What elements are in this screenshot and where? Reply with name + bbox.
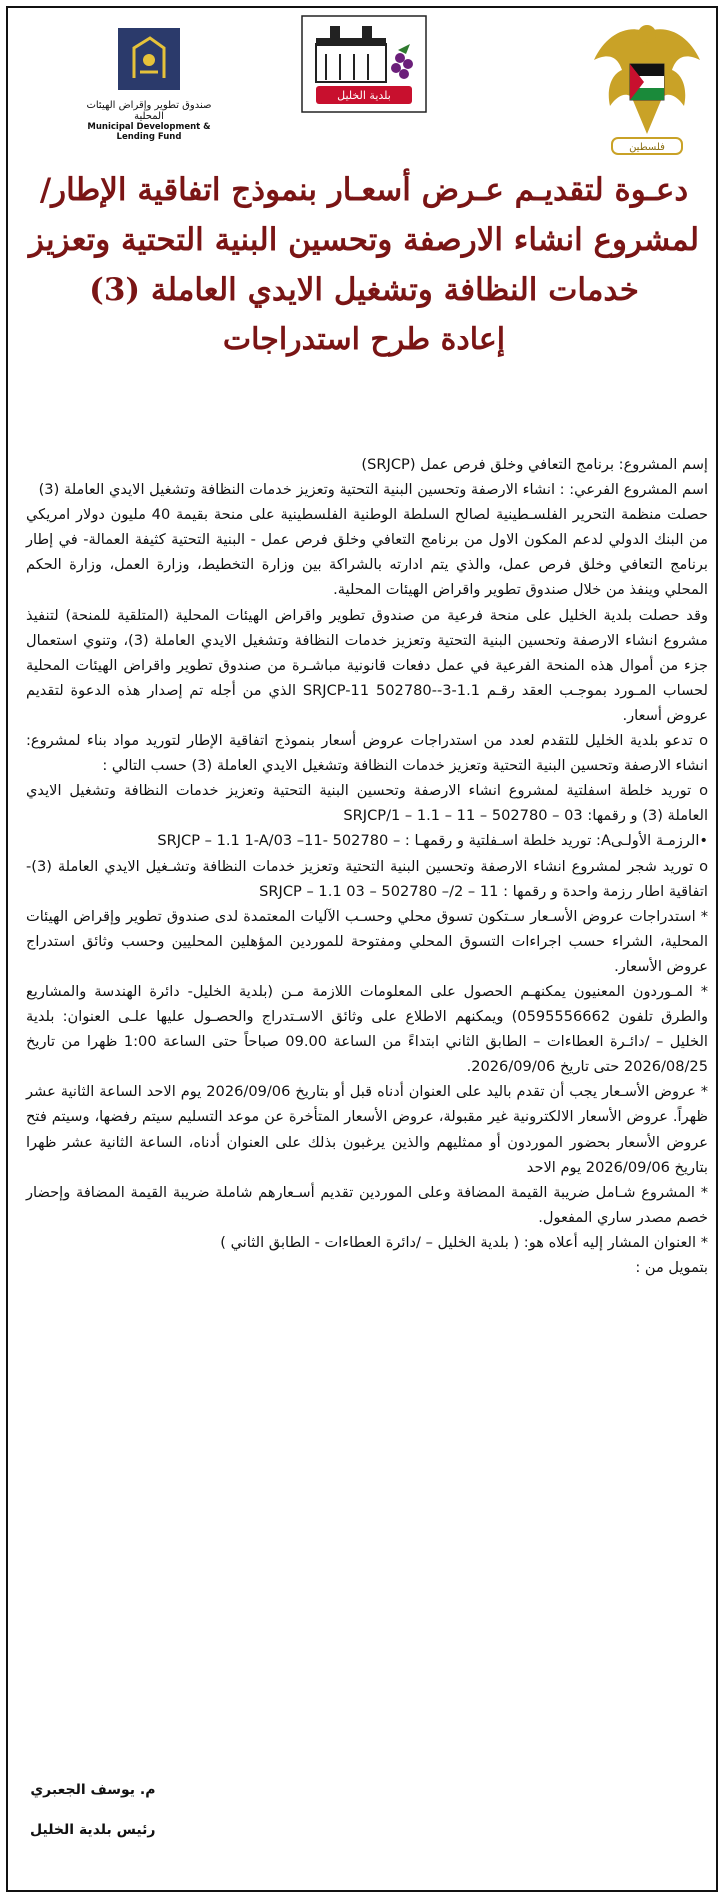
subgrant-paragraph: وقد حصلت بلدية الخليل على منحة فرعية من صندوق تطوير واقراض الهيئات المحلية (المتلقية للمنحة) لتنفيذ مشروع انشاء الارصفة وتحسين البنية التحتية وتعزيز خدمات النظافة وتشغيل الايدي العاملة (3)، وتنوي استعمال جزء من أموال هذه المنحة الفرعية في عمل دفعات قانونية مباشـرة من صندوق تطوير واقراض الهيئات المحلية لحساب المـورد بموجـب العقد رقـم 1.1-SRJCP-11 502780--3 الذي من أجله تم إصدار هذه الدعوة لتقديم عروض أسعار.: [26, 606, 709, 724]
title-line-1: دعـوة لتقديـم عـرض أسعـار بنموذج اتفاقية الإطار/: [39, 172, 689, 208]
palestinian-eagle-emblem: [588, 14, 706, 164]
svg-text:بلدية الخليل: بلدية الخليل: [337, 89, 391, 102]
mdlf-arabic-name: صندوق تطوير وإقراض الهيئات المحلية: [86, 100, 212, 122]
signatory-position: رئيس بلدية الخليل: [30, 1822, 156, 1838]
vat-note: * المشروع شـامل ضريبة القيمة المضافة وعلى الموردين تقديم أسـعارهم شاملة ضريبة القيمة المضافة وإحضار خصم مصدر ساري المفعول.: [26, 1183, 708, 1226]
item-trees: o توريد شجر لمشروع انشاء الارصفة وتحسين البنية التحتية وتعزيز خدمات النظافة وتشـغيل الايدي العاملة (3)- اتفاقية اطار رزمة واحدة و رقمها : 11 – SRJCP – 1.1 03 – 502780 –/2: [26, 857, 708, 900]
item-asphalt: o توريد خلطة اسفلتية لمشروع انشاء الارصفة وتحسين البنية التحتية وتعزيز خدمات النظافة وتشغيل الايدي العاملة (3) و رقمها: 03 – 502780 – 11 – 1.1 – 1/SRJCP: [26, 782, 708, 825]
mdlf-english-name: Municipal Development & Lending Fund: [87, 122, 211, 142]
signatory-name: م. يوسف الجعبري: [30, 1782, 156, 1798]
procurement-method: * استدراجات عروض الأسـعار سـتكون تسوق محلي وحسـب الآليات المعتمدة لدى صندوق تطوير وإقراض الهيئات المحلية، الشراء حسب اجراءات التسوق المحلي ومفتوحة للموردين المؤهلين المحليين وحسب وثائق استدراج عروض الأسعار.: [26, 907, 708, 975]
funded-by: بتمويل من :: [635, 1259, 708, 1276]
announcement-title: [20, 172, 708, 374]
signature-block: [30, 1782, 155, 1862]
item-asphalt-lot-a: •الرزمـة الأولـىA: توريد خلطة اسـفلتية و رقمهـا : – 502780 -11– SRJCP – 1.1 1-A/03: [157, 832, 708, 850]
title-line-3: خدمات النظافة وتشغيل الايدي العاملة (3): [89, 272, 639, 308]
address-note: * العنوان المشار إليه أعلاه هو: ( بلدية الخليل – /دائرة العطاءات - الطابق الثاني ): [220, 1233, 708, 1251]
submission-deadline: * عروض الأسـعار يجب أن تقدم باليد على العنوان أدناه قبل أو بتاريخ 2026/09/06 يوم الاحد الساعة الثانية عشر ظهراً. عروض الأسعار الالكترونية غير مقبولة، عروض الأسعار المتأخرة عن موعد التسليم سيتم رفضها، وسيتم فتح عروض الأسعار بحضور الموردون أو ممثليهم والذين يرغبون بذلك على العنوان أدناه، الساعة الثانية عشر ظهرا بتاريخ 2026/09/06 يوم الاحد: [26, 1083, 709, 1176]
announcement-body: [26, 452, 708, 1280]
mdlf-emblem-icon: [74, 14, 224, 92]
subproject-name: اسم المشروع الفرعي: : انشاء الارصفة وتحسين البنية التحتية وتعزيز خدمات النظافة وتشغيل الايدي العاملة (3): [38, 481, 708, 499]
mdlf-logo: [74, 14, 224, 142]
title-line-4: إعادة طرح استدراجات: [222, 322, 506, 357]
hebron-municipality-logo: [300, 14, 428, 114]
logo-bar: [0, 14, 728, 174]
information-contact: * المـوردون المعنيون يمكنهـم الحصول على المعلومات اللازمة مـن (بلدية الخليل- دائرة الهندسة والمشاريع والطرق تلفون 0595556662) ويمكنهم الاطلاع على وثائق الاسـتدراج والحصـول عليها علـى العنوان: بلدية الخليل – /دائـرة العطاءات – الطابق الثاني ابتداءً من الساعة 09.00 صباحاً حتى الساعة 1:00 ظهرا من تاريخ 2026/08/25 حتى تاريخ 2026/09/06.: [26, 982, 708, 1076]
title-line-2: لمشروع انشاء الارصفة وتحسين البنية التحتية وتعزيز: [28, 222, 700, 258]
svg-text:فلسطين: فلسطين: [629, 142, 665, 153]
grant-paragraph: حصلت منظمة التحرير الفلسـطينية لصالح السلطة الوطنية الفلسطينية على منحة بقيمة 40 مليون دولار امريكي من البنك الدولي لدعم المكون الاول من برنامج التعافي وخلق فرص عمل - البنية التحتية كثيفة العمالة- في إطار برنامج التعافي وخلق فرص عمل، والذي يتم ادارته بالشراكة بين وزارة التخطيط، وزارة العمل، وزارة الحكم المحلي وينفذ من خلال صندوق تطوير واقراض الهيئات المحلية.: [26, 506, 708, 599]
project-name: إسم المشروع: برنامج التعافي وخلق فرص عمل (SRJCP): [361, 456, 708, 473]
invitation-paragraph: o تدعو بلدية الخليل للتقدم لعدد من استدراجات عروض أسعار بنموذج اتفاقية الإطار لتوريد مواد بناء لمشروع: انشاء الارصفة وتحسين البنية التحتية وتعزيز خدمات النظافة وتشغيل الايدي العاملة (3) حسب التالي :: [26, 732, 708, 775]
